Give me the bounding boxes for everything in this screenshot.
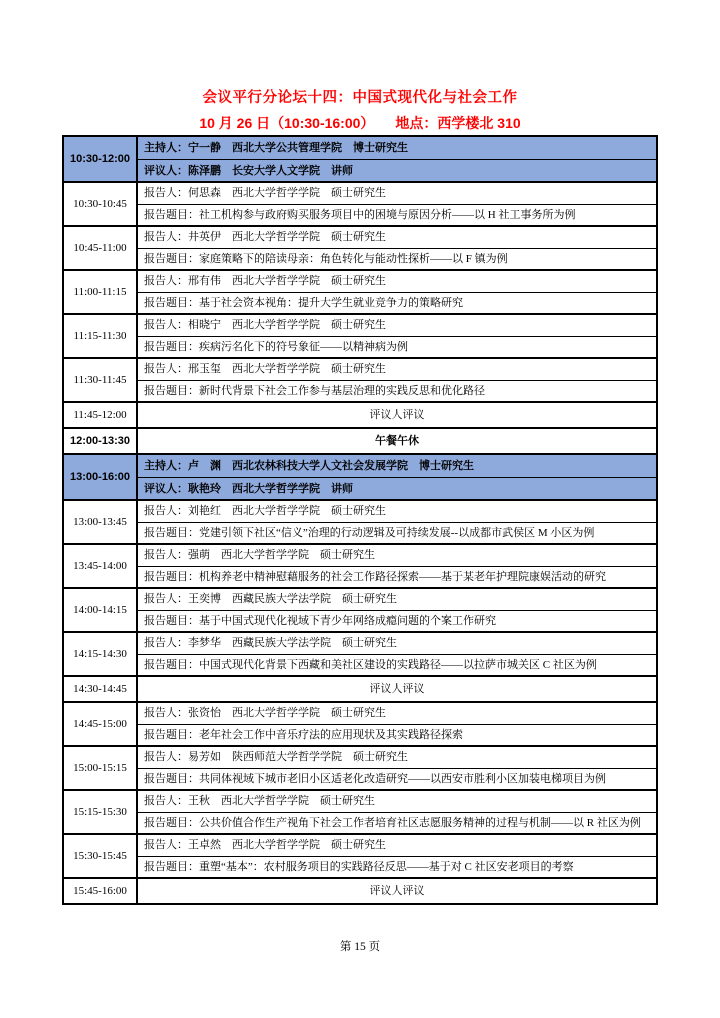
time-cell: 12:00-13:30 xyxy=(64,429,138,453)
session-reviewer-line: 评议人：陈泽鹏 长安大学人文学院 讲师 xyxy=(138,159,656,181)
table-row xyxy=(64,833,656,877)
table-row xyxy=(64,745,656,789)
table-row xyxy=(64,631,656,675)
time-cell: 10:30-10:45 xyxy=(64,183,138,225)
page-title: 会议平行分论坛十四：中国式现代化与社会工作 xyxy=(202,90,518,106)
table-row xyxy=(64,543,656,587)
content-cell xyxy=(138,315,656,357)
time-cell: 15:45-16:00 xyxy=(64,879,138,903)
table-row xyxy=(64,313,656,357)
content-cell xyxy=(138,879,656,903)
time-cell: 10:30-12:00 xyxy=(64,137,138,181)
content-cell xyxy=(138,403,656,427)
presenter-line: 报告人：王秋 西北大学哲学学院 硕士研究生 xyxy=(144,795,375,807)
time-cell: 10:45-11:00 xyxy=(64,227,138,269)
table-row xyxy=(64,453,656,499)
time-cell: 13:00-16:00 xyxy=(64,455,138,499)
content-cell xyxy=(138,589,656,631)
presenter-line: 报告人：邢有伟 西北大学哲学学院 硕士研究生 xyxy=(144,275,386,287)
content-cell xyxy=(138,429,656,453)
time-cell: 15:00-15:15 xyxy=(64,747,138,789)
content-cell xyxy=(138,747,656,789)
topic-line: 报告题目：重塑“基本”：农村服务项目的实践路径反思——基于对 C 社区安老项目的考察 xyxy=(138,856,656,877)
presenter-line: 报告人：井英伊 西北大学哲学学院 硕士研究生 xyxy=(144,231,386,243)
content-cell xyxy=(138,227,656,269)
content-cell xyxy=(138,633,656,675)
status-line: 评议人评议 xyxy=(369,885,425,897)
presenter-line: 报告人：刘艳红 西北大学哲学学院 硕士研究生 xyxy=(144,505,386,517)
topic-line: 报告题目：社工机构参与政府购买服务项目中的困境与原因分析——以 H 社工事务所为例 xyxy=(138,204,656,225)
presenter-line: 报告人：王奕博 西藏民族大学法学院 硕士研究生 xyxy=(144,593,397,605)
presenter-line: 报告人：易芳如 陕西师范大学哲学学院 硕士研究生 xyxy=(144,751,408,763)
time-cell: 15:15-15:30 xyxy=(64,791,138,833)
table-row xyxy=(64,499,656,543)
content-cell xyxy=(138,791,656,833)
content-cell xyxy=(138,359,656,401)
table-row xyxy=(64,587,656,631)
table-row xyxy=(64,427,656,453)
content-cell xyxy=(138,545,656,587)
topic-line: 报告题目：基于中国式现代化视域下青少年网络成瘾问题的个案工作研究 xyxy=(138,610,656,631)
content-cell xyxy=(138,835,656,877)
table-row xyxy=(64,675,656,701)
content-cell xyxy=(138,677,656,701)
status-line: 评议人评议 xyxy=(369,409,425,421)
status-line: 评议人评议 xyxy=(369,683,425,695)
table-row xyxy=(64,401,656,427)
topic-line: 报告题目：疾病污名化下的符号象征——以精神病为例 xyxy=(138,336,656,357)
table-row xyxy=(64,789,656,833)
topic-line: 报告题目：党建引领下社区“信义”治理的行动逻辑及可持续发展--以成都市武侯区 M 小区为例 xyxy=(138,522,656,543)
table-row xyxy=(64,357,656,401)
time-cell: 14:30-14:45 xyxy=(64,677,138,701)
time-cell: 11:30-11:45 xyxy=(64,359,138,401)
presenter-line: 报告人：相晓宁 西北大学哲学学院 硕士研究生 xyxy=(144,319,386,331)
presenter-line: 报告人：张资怡 西北大学哲学学院 硕士研究生 xyxy=(144,707,386,719)
time-cell: 14:15-14:30 xyxy=(64,633,138,675)
session-chair-line: 主持人：卢 渊 西北农林科技大学人文社会发展学院 博士研究生 xyxy=(144,460,474,472)
content-cell xyxy=(138,703,656,745)
topic-line: 报告题目：家庭策略下的陪读母亲：角色转化与能动性探析——以 F 镇为例 xyxy=(138,248,656,269)
topic-line: 报告题目：公共价值合作生产视角下社会工作者培育社区志愿服务精神的过程与机制——以 R 社区为例 xyxy=(138,812,656,833)
content-cell xyxy=(138,271,656,313)
table-row xyxy=(64,225,656,269)
topic-line: 报告题目：基于社会资本视角：提升大学生就业竞争力的策略研究 xyxy=(138,292,656,313)
presenter-line: 报告人：李梦华 西藏民族大学法学院 硕士研究生 xyxy=(144,637,397,649)
topic-line: 报告题目：老年社会工作中音乐疗法的应用现状及其实践路径探索 xyxy=(138,724,656,745)
presenter-line: 报告人：强萌 西北大学哲学学院 硕士研究生 xyxy=(144,549,375,561)
time-cell: 15:30-15:45 xyxy=(64,835,138,877)
time-cell: 14:00-14:15 xyxy=(64,589,138,631)
table-row xyxy=(64,137,656,181)
status-line: 午餐午休 xyxy=(375,435,419,447)
content-cell xyxy=(138,501,656,543)
time-cell: 11:00-11:15 xyxy=(64,271,138,313)
topic-line: 报告题目：新时代背景下社会工作参与基层治理的实践反思和优化路径 xyxy=(138,380,656,401)
time-cell: 11:15-11:30 xyxy=(64,315,138,357)
topic-line: 报告题目：中国式现代化背景下西藏和美社区建设的实践路径——以拉萨市城关区 C 社区为例 xyxy=(138,654,656,675)
content-cell xyxy=(138,183,656,225)
footer-page-number: 第 15 页 xyxy=(339,941,381,953)
topic-line: 报告题目：机构养老中精神慰藉服务的社会工作路径探索——基于某老年护理院康娱活动的研究 xyxy=(138,566,656,587)
time-cell: 14:45-15:00 xyxy=(64,703,138,745)
page-subtitle: 10 月 26 日（10:30-16:00） 地点：西学楼北 310 xyxy=(199,115,521,131)
time-cell: 13:00-13:45 xyxy=(64,501,138,543)
topic-line: 报告题目：共同体视域下城市老旧小区适老化改造研究——以西安市胜利小区加装电梯项目为例 xyxy=(138,768,656,789)
presenter-line: 报告人：王卓然 西北大学哲学学院 硕士研究生 xyxy=(144,839,386,851)
session-chair-line: 主持人：宁一静 西北大学公共管理学院 博士研究生 xyxy=(144,142,408,154)
time-cell: 13:45-14:00 xyxy=(64,545,138,587)
presenter-line: 报告人：何思森 西北大学哲学学院 硕士研究生 xyxy=(144,187,386,199)
presenter-line: 报告人：邢玉玺 西北大学哲学学院 硕士研究生 xyxy=(144,363,386,375)
table-row xyxy=(64,701,656,745)
time-cell: 11:45-12:00 xyxy=(64,403,138,427)
table-row xyxy=(64,181,656,225)
session-reviewer-line: 评议人：耿艳玲 西北大学哲学学院 讲师 xyxy=(138,477,656,499)
content-cell xyxy=(138,455,656,499)
content-cell xyxy=(138,137,656,181)
table-row xyxy=(64,877,656,903)
table-row xyxy=(64,269,656,313)
schedule-table xyxy=(62,135,658,905)
